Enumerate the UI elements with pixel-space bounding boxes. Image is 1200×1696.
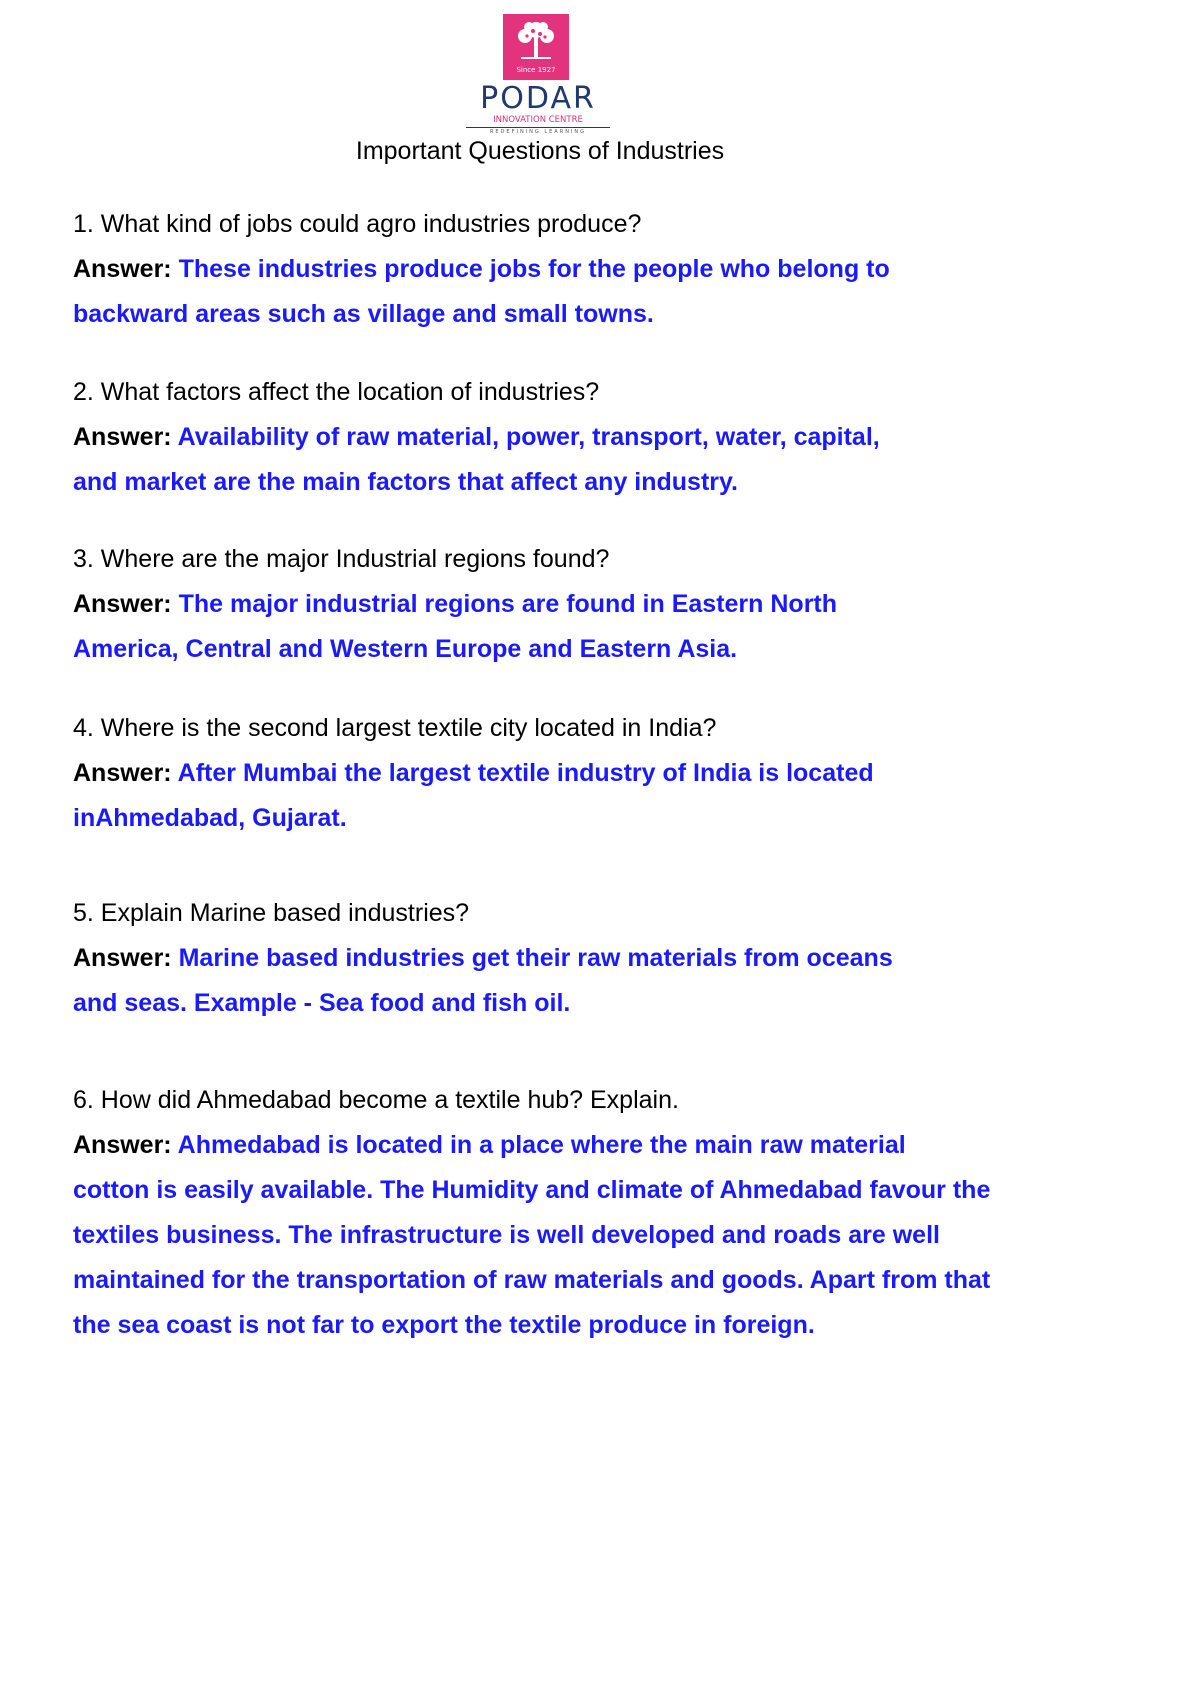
- answer-body: backward areas such as village and small towns.: [73, 300, 654, 328]
- answer-body: America, Central and Western Europe and Eastern Asia.: [73, 635, 738, 663]
- answer-text: [73, 415, 1133, 505]
- answer-body: After Mumbai the largest textile industry of India is located: [177, 759, 874, 787]
- answer-label: Answer:: [73, 255, 179, 283]
- qa-item: [73, 891, 1133, 1026]
- answer-text: [73, 247, 1133, 337]
- answer-line: [73, 460, 1133, 505]
- answer-text: [73, 936, 1133, 1026]
- qa-item: [73, 706, 1133, 841]
- question-text: 3. Where are the major Industrial regions found?: [73, 545, 610, 573]
- answer-line: [73, 936, 1133, 981]
- podar-logo: [448, 14, 628, 134]
- answer-line: [73, 751, 1133, 796]
- answer-line: [73, 1168, 1133, 1213]
- qa-item: [73, 202, 1133, 337]
- logo-brand-name: PODAR: [480, 81, 596, 116]
- answer-body: Ahmedabad is located in a place where the main raw material: [177, 1131, 906, 1159]
- answer-line: [73, 247, 1133, 292]
- logo-since-text: Since 1927: [516, 66, 556, 74]
- logo-divider: [466, 127, 610, 128]
- question-text: 2. What factors affect the location of industries?: [73, 378, 600, 406]
- answer-line: [73, 582, 1133, 627]
- answer-text: [73, 582, 1133, 672]
- answer-label: Answer:: [73, 423, 178, 451]
- answer-label: Answer:: [73, 759, 178, 787]
- answer-body: Availability of raw material, power, transport, water, capital,: [177, 423, 880, 451]
- answer-body: the sea coast is not far to export the textile produce in foreign.: [73, 1311, 815, 1339]
- question-text: 4. Where is the second largest textile city located in India?: [73, 714, 717, 742]
- answer-body: maintained for the transportation of raw materials and goods. Apart from that: [73, 1266, 991, 1294]
- answer-line: [73, 627, 1133, 672]
- answer-label: Answer:: [73, 590, 179, 618]
- answer-text: [73, 751, 1133, 841]
- answer-body: These industries produce jobs for the people who belong to: [178, 255, 890, 283]
- answer-body: textiles business. The infrastructure is well developed and roads are well: [73, 1221, 940, 1249]
- answer-body: Marine based industries get their raw materials from oceans: [178, 944, 893, 972]
- logo-subtitle: INNOVATION CENTRE: [493, 115, 583, 125]
- answer-line: [73, 981, 1133, 1026]
- logo-tagline: REDEFINING LEARNING: [489, 129, 587, 135]
- answer-label: Answer:: [73, 1131, 178, 1159]
- answer-body: inAhmedabad, Gujarat.: [73, 804, 347, 832]
- document-title: Important Questions of Industries: [355, 137, 725, 165]
- answer-line: [73, 1123, 1133, 1168]
- answer-body: and seas. Example - Sea food and fish oil.: [73, 989, 571, 1017]
- answer-line: [73, 415, 1133, 460]
- answer-line: [73, 1213, 1133, 1258]
- answer-line: [73, 796, 1133, 841]
- answer-line: [73, 1303, 1133, 1348]
- qa-item: [73, 1078, 1133, 1348]
- answer-text: [73, 1123, 1133, 1348]
- answer-body: and market are the main factors that affect any industry.: [73, 468, 739, 496]
- answer-label: Answer:: [73, 944, 179, 972]
- answer-line: [73, 292, 1133, 337]
- question-text: 1. What kind of jobs could agro industries produce?: [73, 210, 642, 238]
- question-text: 5. Explain Marine based industries?: [73, 899, 470, 927]
- qa-item: [73, 370, 1133, 505]
- tree-logo-icon: [503, 14, 569, 80]
- qa-item: [73, 537, 1133, 672]
- answer-body: cotton is easily available. The Humidity and climate of Ahmedabad favour the: [73, 1176, 991, 1204]
- answer-body: The major industrial regions are found in Eastern North: [178, 590, 838, 618]
- question-text: 6. How did Ahmedabad become a textile hub? Explain.: [73, 1086, 679, 1114]
- answer-line: [73, 1258, 1133, 1303]
